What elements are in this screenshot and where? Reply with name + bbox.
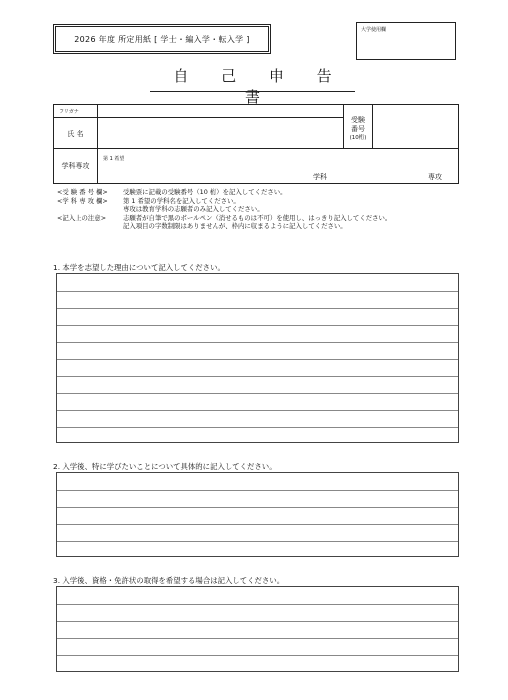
name-label: 氏 名	[67, 130, 84, 138]
exam-number-label-2: 番号	[351, 125, 365, 133]
exam-number-label-3: (10桁)	[349, 135, 367, 141]
note-key	[57, 222, 123, 231]
note-key: <記入上の注意>	[57, 213, 107, 222]
furigana-field[interactable]	[98, 104, 343, 118]
section-2-title: 2. 入学後、特に学びたいことについて具体的に記入してください。	[53, 462, 277, 471]
note-key: <受 験 番 号 欄>	[57, 188, 108, 196]
note-text: 専攻は教育学科の志願者のみ記入してください。	[123, 205, 264, 214]
office-use-box	[356, 22, 456, 60]
section-3-answer-area[interactable]	[56, 586, 459, 672]
note-text: 志願者が自筆で黒のボールペン（消せるものは不可）を使用し、はっきり記入してください。	[123, 213, 392, 222]
page-title: 自 己 申 告 書	[173, 67, 346, 106]
year-form-box	[53, 24, 271, 54]
office-use-label: 大学使用欄	[361, 27, 387, 33]
note-text: 第 1 希望の学科名を記入してください。	[123, 196, 240, 205]
exam-number-field[interactable]	[373, 104, 459, 149]
section-3-title: 3. 入学後、資格・免許状の取得を希望する場合は記入してください。	[53, 576, 285, 585]
note-row	[57, 188, 477, 197]
applicant-info-table	[53, 104, 459, 184]
note-text: 記入項目の字数制限はありませんが、枠内に収まるように記入してください。	[123, 222, 347, 231]
note-row	[57, 205, 477, 214]
year-form-label: 2026 年度 所定用紙 [ 学士・編入学・転入学 ]	[74, 34, 250, 44]
note-key	[57, 205, 123, 214]
section-1-answer-area[interactable]	[56, 273, 459, 443]
dept-field[interactable]	[98, 149, 459, 184]
instructions	[57, 188, 477, 231]
exam-number-label-1: 受験	[351, 116, 365, 124]
note-row	[57, 222, 477, 231]
section-1-title: 1. 本学を志望した理由について記入してください。	[53, 263, 225, 272]
note-row	[57, 197, 477, 206]
dept-label: 学科専攻	[61, 162, 90, 170]
note-key: <学 科 専 攻 欄>	[57, 196, 108, 205]
first-choice-label: 第 1 希望	[103, 156, 125, 162]
note-text: 受験票に記載の受験番号（10 桁）を記入してください。	[123, 188, 287, 196]
major-suffix: 専攻	[428, 173, 442, 181]
title-underline	[150, 91, 355, 92]
furigana-label: フリガナ	[59, 109, 79, 115]
dept-suffix: 学科	[313, 173, 327, 181]
name-field[interactable]	[98, 118, 343, 149]
section-2-answer-area[interactable]	[56, 472, 459, 557]
